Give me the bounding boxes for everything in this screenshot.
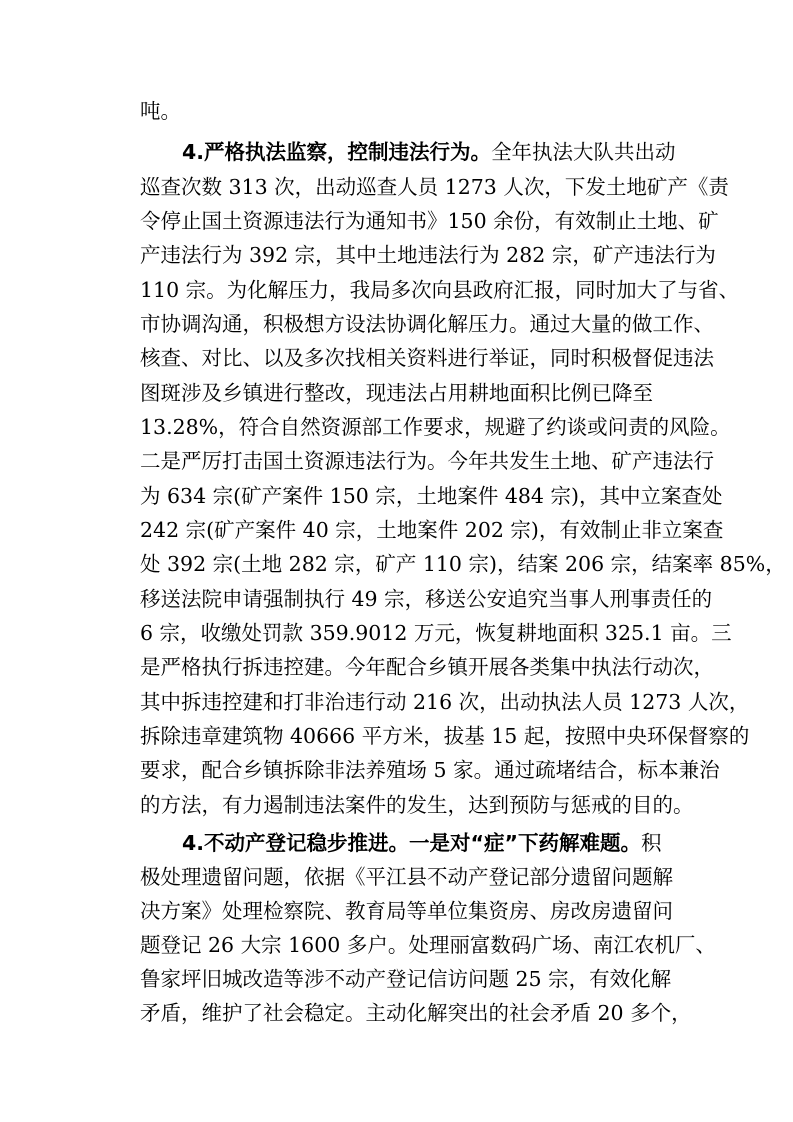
- text-line-4: 令停止国土资源违法行为通知书》150 余份，有效制止土地、矿: [140, 209, 719, 233]
- text-line-18: 其中拆违控建和打非治违行动 216 次，出动执法人员 1273 人次，: [140, 690, 750, 714]
- text-line-26: 鲁家坪旧城改造等涉不动产登记信访问题 25 宗，有效化解: [140, 967, 672, 991]
- text-line-13: 242 宗(矿产案件 40 宗，土地案件 202 宗)，有效制止非立案查: [140, 518, 724, 542]
- text-line-7: 市协调沟通，积极想方设法协调化解压力。通过大量的做工作、: [140, 312, 714, 336]
- text-line-27: 矛盾，维护了社会稳定。主动化解突出的社会矛盾 20 多个，: [140, 1001, 692, 1025]
- text-line-14: 处 392 宗(土地 282 宗，矿产 110 宗)，结案 206 宗，结案率 85%，: [140, 552, 786, 576]
- text-line-8: 核查、对比、以及多次找相关资料进行举证，同时积极督促违法: [140, 346, 714, 370]
- text-line-25: 题登记 26 大宗 1600 多户。处理丽富数码广场、南江农机厂、: [140, 933, 716, 957]
- text-line-11: 二是严厉打击国土资源违法行为。今年共发生土地、矿产违法行: [140, 449, 714, 473]
- text-line-19: 拆除违章建筑物 40666 平方米，拔基 15 起，按照中央环保督察的: [140, 724, 750, 748]
- section-heading-line-2: 4.不动产登记稳步推进。一是对“症”下药解难题。积: [182, 831, 662, 855]
- section-heading: 4.严格执法监察，控制违法行为。: [182, 140, 492, 164]
- text-line-12: 为 634 宗(矿产案件 150 宗，土地案件 484 宗)，其中立案查处: [140, 484, 723, 508]
- section-heading-2: 4.不动产登记稳步推进。一是对“症”下药解难题。: [182, 831, 641, 855]
- text-line-20: 要求，配合乡镇拆除非法养殖场 5 家。通过疏堵结合，标本兼治: [140, 758, 720, 782]
- text-line-10: 13.28%，符合自然资源部工作要求，规避了约谈或问责的风险。: [140, 415, 731, 439]
- text-line-15: 移送法院申请强制执行 49 宗，移送公安追究当事人刑事责任的: [140, 587, 713, 611]
- text-line-5: 产违法行为 392 宗，其中土地违法行为 282 宗，矿产违法行为: [140, 243, 716, 267]
- text-line-24: 决方案》处理检察院、教育局等单位集资房、房改房遗留问: [140, 899, 673, 923]
- text-line-17: 是严格执行拆违控建。今年配合乡镇开展各类集中执法行动次，: [140, 655, 714, 679]
- text-line-21: 的方法，有力遏制违法案件的发生，达到预防与惩戒的目的。: [140, 793, 694, 817]
- text-line-6: 110 宗。为化解压力，我局多次向县政府汇报，同时加大了与省、: [140, 278, 740, 302]
- text-line-23: 极处理遗留问题，依据《平江县不动产登记部分遗留问题解: [140, 865, 673, 889]
- section-heading-line: 4.严格执法监察，控制违法行为。全年执法大队共出动: [182, 140, 676, 164]
- text-line-1: 吨。: [140, 99, 181, 123]
- text-line-16: 6 宗，收缴处罚款 359.9012 万元，恢复耕地面积 325.1 亩。三: [140, 621, 732, 645]
- text-line-9: 图斑涉及乡镇进行整改，现违法占用耕地面积比例已降至: [140, 381, 653, 405]
- text-line-3: 巡查次数 313 次，出动巡查人员 1273 人次，下发土地矿产《责: [140, 175, 729, 199]
